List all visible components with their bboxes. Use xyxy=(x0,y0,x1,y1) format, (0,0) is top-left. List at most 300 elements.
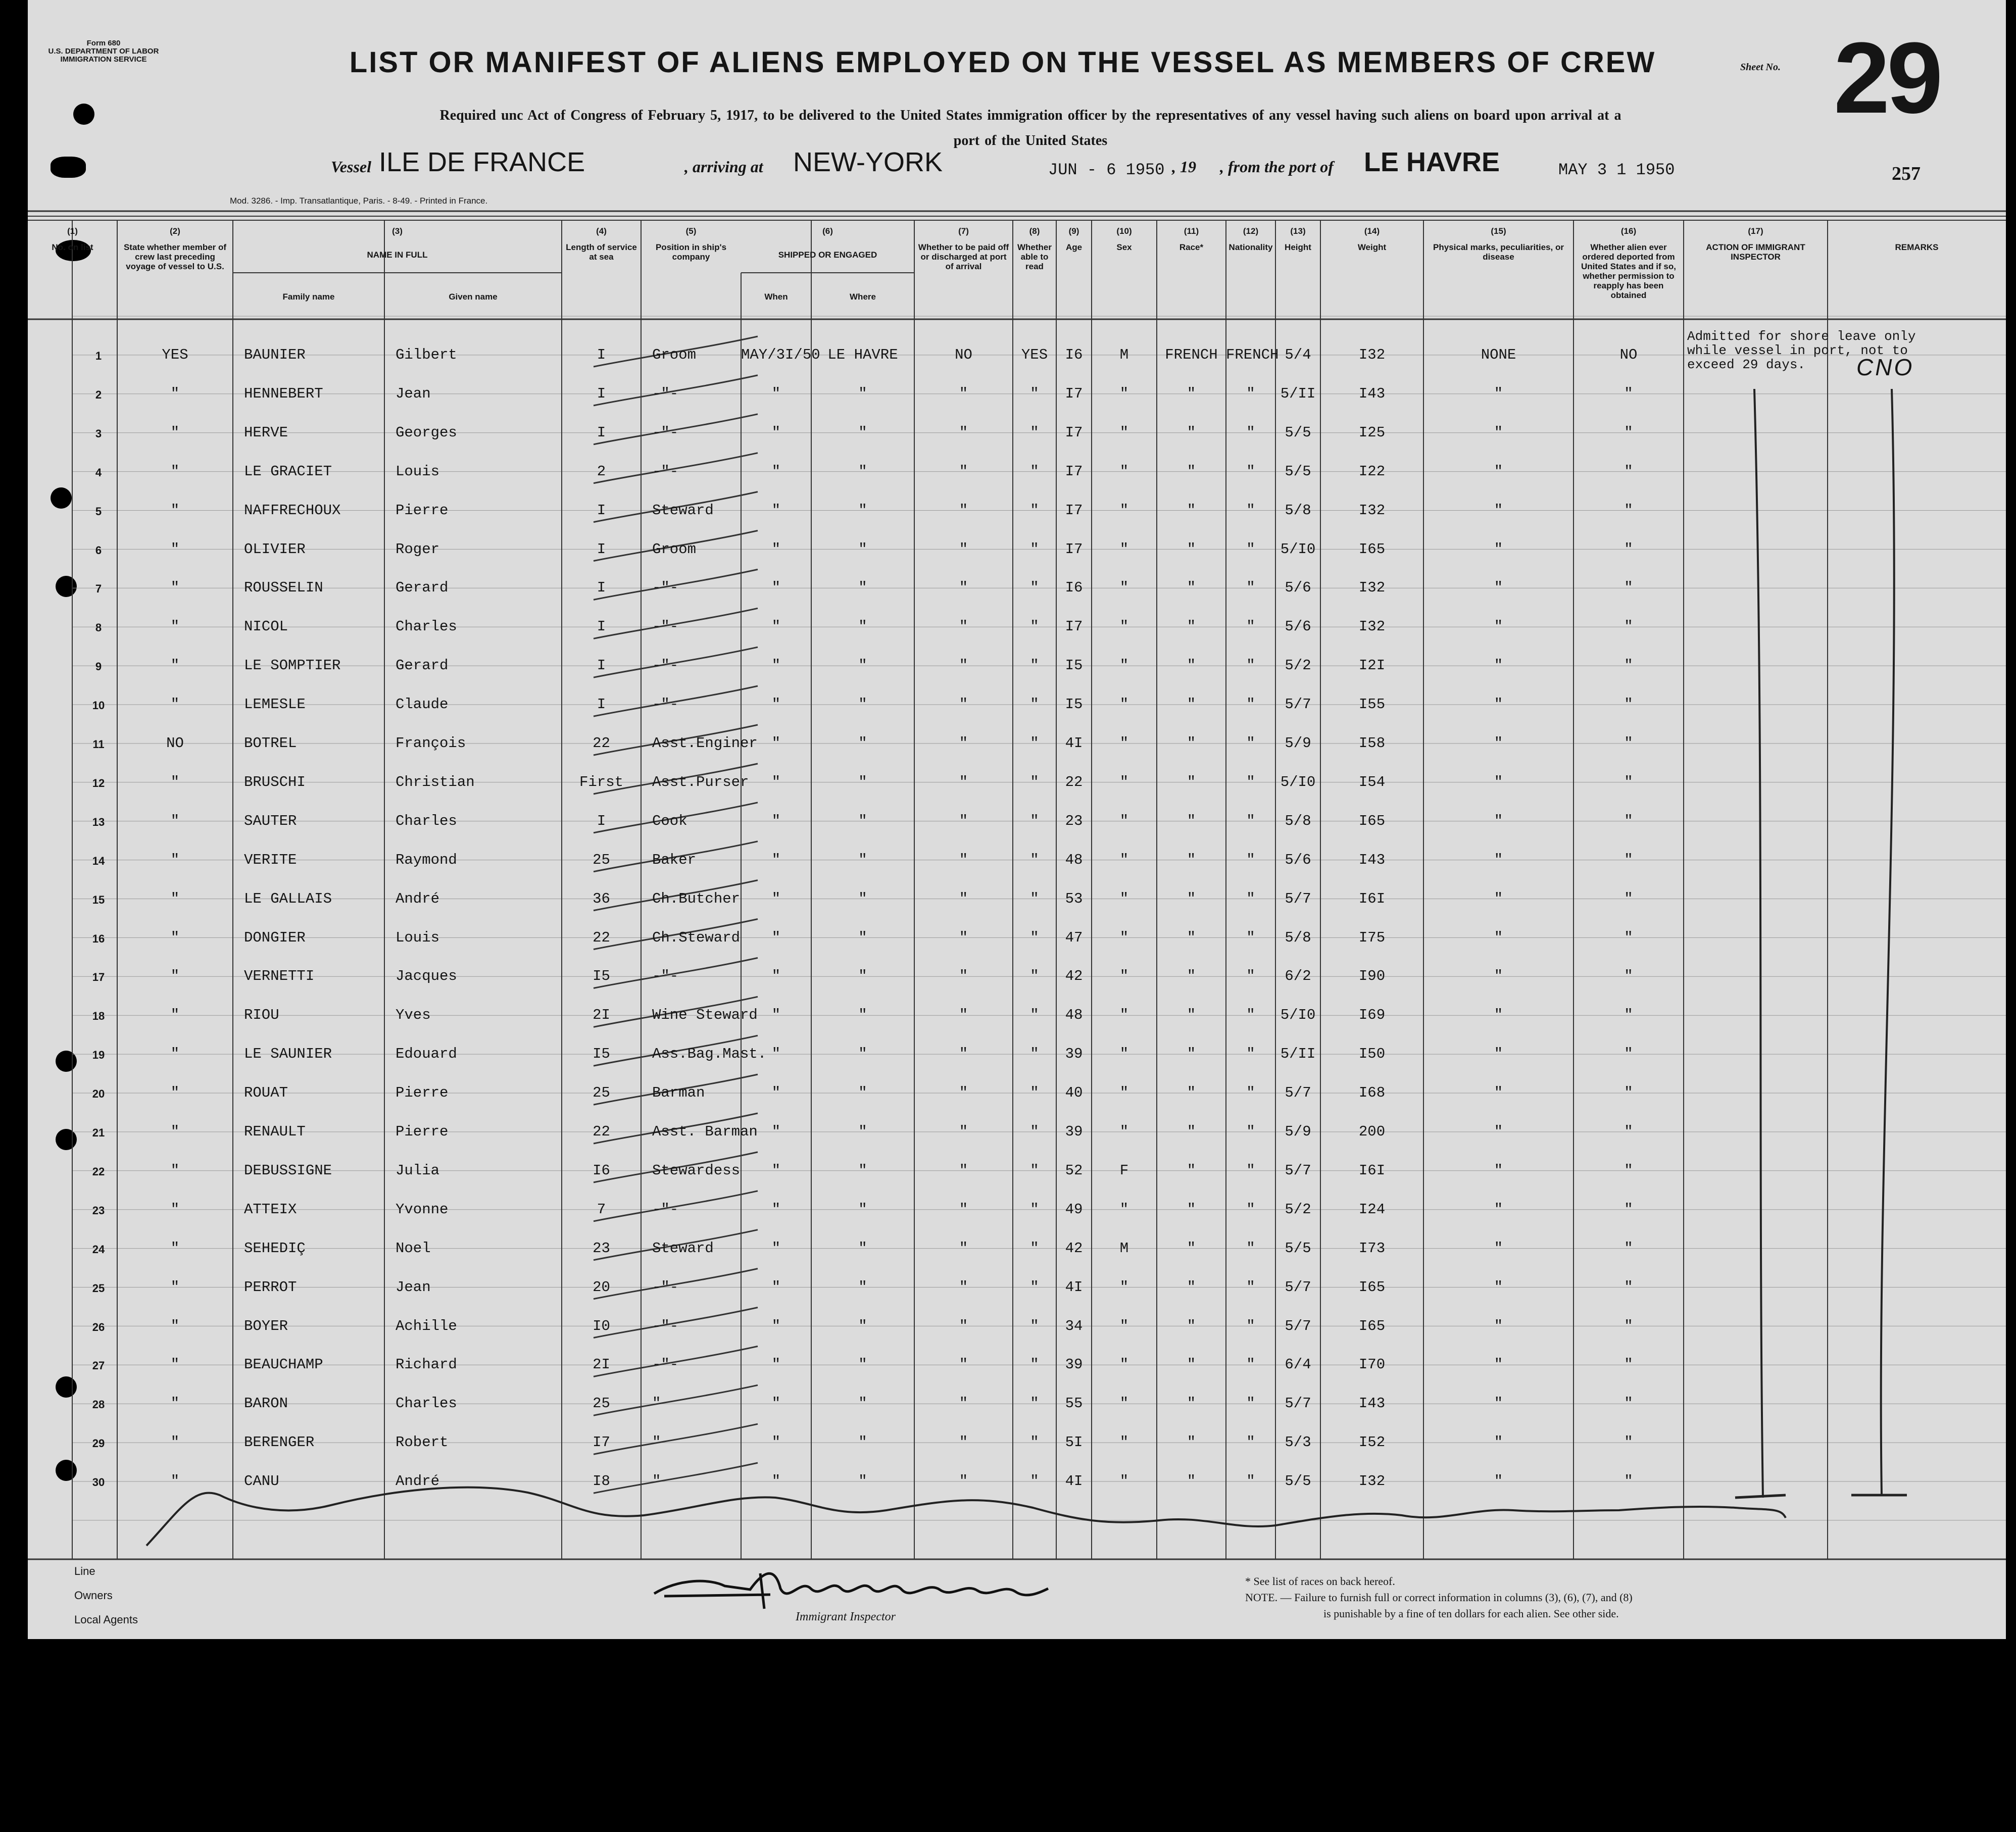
table-cell: " xyxy=(652,1434,661,1451)
table-cell: I xyxy=(597,502,606,519)
table-cell: " xyxy=(170,929,180,946)
table-cell: " xyxy=(1119,968,1129,985)
table-cell: LE SOMPTIER xyxy=(244,657,341,674)
table-cell: " xyxy=(1246,1007,1255,1024)
table-cell: " xyxy=(170,1356,180,1373)
table-cell: BOTREL xyxy=(244,735,297,752)
table-cell: " xyxy=(1246,1473,1255,1490)
table-cell: LE SAUNIER xyxy=(244,1046,332,1063)
table-cell: " xyxy=(959,1473,968,1490)
row-number: 10 xyxy=(92,699,105,712)
table-cell: " xyxy=(858,1395,867,1412)
table-cell: " xyxy=(1624,1317,1633,1334)
table-cell: " xyxy=(170,657,180,674)
table-cell: Gerard xyxy=(396,579,449,597)
table-cell: 5/6 xyxy=(1285,851,1311,868)
table-cell: 2I xyxy=(593,1356,610,1373)
table-cell: BEAUCHAMP xyxy=(244,1356,323,1373)
table-cell: " xyxy=(1119,1201,1129,1218)
table-cell: " xyxy=(858,1278,867,1296)
table-cell: Christian xyxy=(396,773,475,790)
inspector-signature xyxy=(649,1558,1063,1619)
table-cell: " xyxy=(771,735,781,752)
table-cell: 42 xyxy=(1065,968,1083,985)
table-cell: YES xyxy=(162,346,188,363)
table-cell: " xyxy=(1030,502,1039,519)
table-cell: " xyxy=(1187,968,1196,985)
table-cell: " xyxy=(652,1395,661,1412)
table-cell: First xyxy=(579,773,623,790)
row-number: 3 xyxy=(95,427,102,440)
table-cell: " xyxy=(1187,1201,1196,1218)
table-cell: Roger xyxy=(396,540,440,558)
column-header: Whether to be paid off or discharged at port of arrival xyxy=(918,242,1009,271)
fine-note-continued: is punishable by a fine of ten dollars for each alien. See other side. xyxy=(1323,1607,1619,1620)
table-cell: M xyxy=(1119,1240,1129,1257)
table-cell: " xyxy=(858,502,867,519)
column-number: (10) xyxy=(1116,226,1132,236)
table-cell: " xyxy=(1494,968,1503,985)
table-cell: " xyxy=(1624,1162,1633,1179)
table-cell: " xyxy=(959,1395,968,1412)
table-cell: " xyxy=(858,890,867,907)
table-cell: " xyxy=(1030,1046,1039,1063)
table-cell: 25 xyxy=(593,1084,610,1102)
table-cell: " xyxy=(1030,929,1039,946)
table-cell: -"- xyxy=(652,463,679,480)
table-cell: 5/7 xyxy=(1285,1395,1311,1412)
table-cell: 48 xyxy=(1065,851,1083,868)
table-cell: " xyxy=(1187,735,1196,752)
table-cell: André xyxy=(396,890,440,907)
from-port: LE HAVRE xyxy=(1364,147,1500,177)
table-cell: " xyxy=(959,463,968,480)
from-port-label: , from the port of xyxy=(1220,158,1334,176)
table-cell: -"- xyxy=(652,424,679,441)
table-cell: " xyxy=(858,812,867,829)
table-cell: " xyxy=(858,1007,867,1024)
table-cell: I7 xyxy=(1065,385,1083,402)
table-cell: " xyxy=(170,385,180,402)
table-cell: I xyxy=(597,540,606,558)
column-header: Age xyxy=(1065,242,1083,252)
table-cell: " xyxy=(771,696,781,713)
table-cell: 49 xyxy=(1065,1201,1083,1218)
column-number: (1) xyxy=(67,226,78,236)
row-number: 18 xyxy=(92,1010,105,1023)
table-cell: NO xyxy=(166,735,184,752)
table-cell: " xyxy=(1494,812,1503,829)
table-cell: ROUAT xyxy=(244,1084,288,1102)
year-label: , 19 xyxy=(1172,158,1196,176)
table-cell: " xyxy=(1030,735,1039,752)
table-cell: " xyxy=(1119,1084,1129,1102)
table-cell: " xyxy=(771,1278,781,1296)
table-cell: " xyxy=(1246,1356,1255,1373)
table-cell: I55 xyxy=(1358,696,1386,713)
table-cell: Ch.Butcher xyxy=(652,890,741,907)
table-cell: " xyxy=(1187,696,1196,713)
table-cell: " xyxy=(1624,618,1633,635)
table-cell: I7 xyxy=(1065,424,1083,441)
table-cell: SAUTER xyxy=(244,812,297,829)
table-cell: " xyxy=(959,968,968,985)
table-cell: " xyxy=(858,385,867,402)
table-cell: " xyxy=(1119,773,1129,790)
table-cell: 6/4 xyxy=(1285,1356,1311,1373)
table-cell: " xyxy=(1187,579,1196,597)
table-cell: LE HAVRE xyxy=(827,346,898,363)
column-number: (3) xyxy=(392,226,403,236)
table-cell: 5/II xyxy=(1280,385,1316,402)
arrival-date-stamp: JUN - 6 1950 xyxy=(1048,161,1165,179)
table-cell: " xyxy=(1119,618,1129,635)
column-number: (5) xyxy=(685,226,697,236)
table-cell: " xyxy=(1187,1395,1196,1412)
table-cell: 5/7 xyxy=(1285,1162,1311,1179)
column-subheader: When xyxy=(764,292,788,302)
table-cell: 5/2 xyxy=(1285,657,1311,674)
table-cell: " xyxy=(771,1201,781,1218)
table-cell: " xyxy=(1246,1434,1255,1451)
row-number: 17 xyxy=(92,971,105,984)
vessel-name: ILE DE FRANCE xyxy=(379,147,585,177)
table-cell: " xyxy=(858,1434,867,1451)
table-cell: I32 xyxy=(1358,579,1386,597)
table-cell: NICOL xyxy=(244,618,288,635)
table-cell: 5/3 xyxy=(1285,1434,1311,1451)
column-number: (11) xyxy=(1184,226,1199,236)
table-cell: FRENCH xyxy=(1226,346,1279,363)
column-subheader: Given name xyxy=(449,292,498,302)
column-header: ACTION OF IMMIGRANT INSPECTOR xyxy=(1706,242,1805,262)
column-number: (12) xyxy=(1243,226,1259,236)
table-cell: I2I xyxy=(1358,657,1386,674)
column-header: Height xyxy=(1285,242,1311,252)
table-cell: Pierre xyxy=(396,1084,449,1102)
table-cell: 5/8 xyxy=(1285,502,1311,519)
table-cell: " xyxy=(858,540,867,558)
table-cell: I7 xyxy=(1065,618,1083,635)
row-number: 1 xyxy=(95,350,102,362)
table-cell: " xyxy=(959,1123,968,1140)
table-cell: " xyxy=(1030,851,1039,868)
table-cell: " xyxy=(1624,579,1633,597)
sheet-label: Sheet No. xyxy=(1740,62,1781,73)
table-cell: Pierre xyxy=(396,1123,449,1140)
table-cell: " xyxy=(1624,1123,1633,1140)
table-cell: 5/I0 xyxy=(1280,540,1316,558)
table-cell: BOYER xyxy=(244,1317,288,1334)
table-cell: 5/8 xyxy=(1285,812,1311,829)
table-cell: " xyxy=(1494,1201,1503,1218)
table-cell: " xyxy=(858,1317,867,1334)
table-cell: " xyxy=(771,1162,781,1179)
table-cell: 42 xyxy=(1065,1240,1083,1257)
table-cell: " xyxy=(1246,1201,1255,1218)
table-cell: " xyxy=(1246,657,1255,674)
table-cell: " xyxy=(1624,773,1633,790)
table-cell: Charles xyxy=(396,1395,457,1412)
table-cell: " xyxy=(959,890,968,907)
table-cell: 5/8 xyxy=(1285,929,1311,946)
form-number: Form 680 xyxy=(86,39,121,47)
table-cell: Richard xyxy=(396,1356,457,1373)
table-cell: Achille xyxy=(396,1317,457,1334)
table-cell: RENAULT xyxy=(244,1123,306,1140)
table-cell: " xyxy=(1030,385,1039,402)
table-cell: " xyxy=(1494,1356,1503,1373)
table-cell: " xyxy=(1187,929,1196,946)
table-cell: 5/9 xyxy=(1285,1123,1311,1140)
table-cell: " xyxy=(1624,424,1633,441)
table-cell: " xyxy=(170,1123,180,1140)
table-cell: " xyxy=(959,1162,968,1179)
table-cell: I43 xyxy=(1358,851,1386,868)
table-cell: 2 xyxy=(597,463,606,480)
column-header: Sex xyxy=(1116,242,1132,252)
table-cell: " xyxy=(1246,618,1255,635)
table-cell: DONGIER xyxy=(244,929,306,946)
column-number: (7) xyxy=(958,226,969,236)
service-name: IMMIGRATION SERVICE xyxy=(60,55,147,64)
table-cell: André xyxy=(396,1473,440,1490)
table-cell: " xyxy=(1494,890,1503,907)
table-cell: " xyxy=(1624,463,1633,480)
table-cell: 5/9 xyxy=(1285,735,1311,752)
requirement-line: port of the United States xyxy=(953,133,1108,148)
table-cell: I6 xyxy=(593,1162,610,1179)
table-cell: I24 xyxy=(1358,1201,1386,1218)
table-cell: -"- xyxy=(652,385,679,402)
table-cell: I5 xyxy=(1065,696,1083,713)
table-cell: " xyxy=(1030,657,1039,674)
table-cell: I73 xyxy=(1358,1240,1386,1257)
row-number: 8 xyxy=(95,621,102,634)
line-label: Line xyxy=(74,1565,95,1577)
table-cell: " xyxy=(1187,773,1196,790)
table-cell: " xyxy=(1030,579,1039,597)
table-cell: " xyxy=(1494,463,1503,480)
table-cell: Stewardess xyxy=(652,1162,741,1179)
table-cell: " xyxy=(959,1356,968,1373)
table-cell: " xyxy=(1187,1240,1196,1257)
table-cell: NO xyxy=(955,346,972,363)
table-cell: 4I xyxy=(1065,735,1083,752)
table-cell: " xyxy=(1494,502,1503,519)
row-number: 28 xyxy=(92,1398,105,1411)
table-cell: " xyxy=(1246,812,1255,829)
row-number: 20 xyxy=(92,1087,105,1101)
table-cell: " xyxy=(959,1278,968,1296)
table-cell: " xyxy=(1119,1356,1129,1373)
remark-cno: CNO xyxy=(1856,354,1914,380)
column-header: REMARKS xyxy=(1895,242,1939,252)
table-cell: VERNETTI xyxy=(244,968,315,985)
table-cell: Jean xyxy=(396,1278,431,1296)
table-cell: 23 xyxy=(593,1240,610,1257)
table-cell: 5/7 xyxy=(1285,1317,1311,1334)
table-cell: -"- xyxy=(652,657,679,674)
table-cell: " xyxy=(1187,540,1196,558)
table-cell: I43 xyxy=(1358,385,1386,402)
table-cell: " xyxy=(1030,1395,1039,1412)
table-cell: Asst. Barman xyxy=(652,1123,758,1140)
table-cell: " xyxy=(858,1046,867,1063)
table-cell: 5/5 xyxy=(1285,1473,1311,1490)
table-cell: " xyxy=(1119,890,1129,907)
table-cell: " xyxy=(858,1162,867,1179)
table-cell: " xyxy=(1030,773,1039,790)
table-cell: " xyxy=(1119,1317,1129,1334)
table-cell: 5/7 xyxy=(1285,1278,1311,1296)
table-cell: I69 xyxy=(1358,1007,1386,1024)
table-cell: " xyxy=(1030,812,1039,829)
table-cell: " xyxy=(959,424,968,441)
table-cell: " xyxy=(1494,929,1503,946)
table-cell: 20 xyxy=(593,1278,610,1296)
table-cell: I7 xyxy=(1065,502,1083,519)
table-cell: " xyxy=(1624,1240,1633,1257)
column-number: (2) xyxy=(170,226,180,236)
remark-line: Admitted for shore leave only xyxy=(1687,329,1916,344)
table-cell: " xyxy=(1494,735,1503,752)
table-cell: " xyxy=(1030,1240,1039,1257)
inspector-pen-line xyxy=(1881,389,1894,1495)
table-cell: " xyxy=(1119,385,1129,402)
table-cell: " xyxy=(959,385,968,402)
table-cell: " xyxy=(1494,1278,1503,1296)
table-cell: Yves xyxy=(396,1007,431,1024)
table-cell: " xyxy=(1246,1240,1255,1257)
table-cell: " xyxy=(1494,579,1503,597)
grid-line xyxy=(1735,1495,1786,1498)
table-cell: Pierre xyxy=(396,502,449,519)
table-cell: 5/5 xyxy=(1285,1240,1311,1257)
table-cell: M xyxy=(1119,346,1129,363)
table-cell: " xyxy=(1246,890,1255,907)
table-cell: 7 xyxy=(597,1201,606,1218)
inspector-pen-line xyxy=(1754,389,1763,1498)
table-cell: OLIVIER xyxy=(244,540,306,558)
table-cell: " xyxy=(1119,735,1129,752)
column-subheader: Where xyxy=(850,292,876,302)
column-header: Race* xyxy=(1179,242,1204,252)
table-cell: Robert xyxy=(396,1434,449,1451)
table-cell: 5I xyxy=(1065,1434,1083,1451)
table-cell: " xyxy=(771,1434,781,1451)
table-cell: " xyxy=(1246,1278,1255,1296)
table-cell: " xyxy=(959,1434,968,1451)
table-cell: I xyxy=(597,696,606,713)
table-cell: " xyxy=(1246,773,1255,790)
table-cell: " xyxy=(170,1084,180,1102)
table-cell: " xyxy=(858,696,867,713)
table-cell: ROUSSELIN xyxy=(244,579,323,597)
table-cell: " xyxy=(771,968,781,985)
sheet-number: 29 xyxy=(1834,22,1940,134)
table-cell: I7 xyxy=(1065,540,1083,558)
table-cell: " xyxy=(1494,1434,1503,1451)
table-cell: " xyxy=(858,968,867,985)
column-header: Length of service at sea xyxy=(566,242,637,262)
row-number: 2 xyxy=(95,388,102,401)
table-cell: 5/I0 xyxy=(1280,1007,1316,1024)
table-cell: -"- xyxy=(652,618,679,635)
table-cell: " xyxy=(1030,1084,1039,1102)
table-cell: " xyxy=(959,696,968,713)
table-cell: " xyxy=(771,851,781,868)
table-cell: " xyxy=(1624,1356,1633,1373)
table-cell: I54 xyxy=(1358,773,1386,790)
column-number: (4) xyxy=(596,226,607,236)
table-cell: " xyxy=(170,1162,180,1179)
table-cell: " xyxy=(1494,773,1503,790)
table-cell: Georges xyxy=(396,424,457,441)
print-mod-line: Mod. 3286. - Imp. Transatlantique, Paris. - 8-49. - Printed in France. xyxy=(230,196,488,206)
table-cell: " xyxy=(858,1123,867,1140)
table-cell: " xyxy=(1494,424,1503,441)
table-cell: " xyxy=(1624,851,1633,868)
column-number: (9) xyxy=(1068,226,1079,236)
table-cell: " xyxy=(1030,968,1039,985)
table-cell: " xyxy=(1246,1317,1255,1334)
table-cell: " xyxy=(170,1278,180,1296)
table-cell: I32 xyxy=(1358,618,1386,635)
table-cell: " xyxy=(1624,1084,1633,1102)
table-cell: " xyxy=(959,773,968,790)
table-cell: Steward xyxy=(652,1240,714,1257)
table-cell: RIOU xyxy=(244,1007,279,1024)
races-note: * See list of races on back hereof. xyxy=(1245,1575,1395,1588)
department-name: U.S. DEPARTMENT OF LABOR xyxy=(48,47,159,56)
table-cell: " xyxy=(959,540,968,558)
table-cell: " xyxy=(170,579,180,597)
table-cell: " xyxy=(170,1046,180,1063)
table-cell: " xyxy=(1494,385,1503,402)
table-cell: " xyxy=(1624,735,1633,752)
table-cell: " xyxy=(1624,657,1633,674)
table-cell: 5/7 xyxy=(1285,890,1311,907)
table-cell: I xyxy=(597,385,606,402)
row-number: 7 xyxy=(95,582,102,596)
table-cell: " xyxy=(1030,1278,1039,1296)
table-cell: " xyxy=(1030,1007,1039,1024)
table-cell: I58 xyxy=(1358,735,1386,752)
table-cell: " xyxy=(1246,1162,1255,1179)
table-cell: " xyxy=(1030,424,1039,441)
row-number: 16 xyxy=(92,932,105,945)
table-cell: " xyxy=(170,851,180,868)
table-cell: " xyxy=(1494,1123,1503,1140)
table-cell: " xyxy=(858,929,867,946)
table-cell: 22 xyxy=(1065,773,1083,790)
column-header: State whether member of crew last preceding voyage of vessel to U.S. xyxy=(123,242,227,271)
row-number: 12 xyxy=(92,776,105,789)
table-cell: I7 xyxy=(593,1434,610,1451)
table-cell: I65 xyxy=(1358,540,1386,558)
table-cell: " xyxy=(1246,1395,1255,1412)
table-cell: Yvonne xyxy=(396,1201,449,1218)
document-title: LIST OR MANIFEST OF ALIENS EMPLOYED ON THE VESSEL AS MEMBERS OF CREW xyxy=(349,46,1656,79)
table-cell: " xyxy=(1030,1473,1039,1490)
table-cell: " xyxy=(170,1434,180,1451)
table-cell: -"- xyxy=(652,1278,679,1296)
requirement-line: Required unc Act of Congress of February 5, 1917, to be delivered to the United States immigration officer by the representatives of any vessel having such aliens on board upon arrival at a xyxy=(439,108,1621,123)
column-number: (13) xyxy=(1290,226,1306,236)
table-cell: " xyxy=(170,812,180,829)
table-cell: " xyxy=(771,502,781,519)
